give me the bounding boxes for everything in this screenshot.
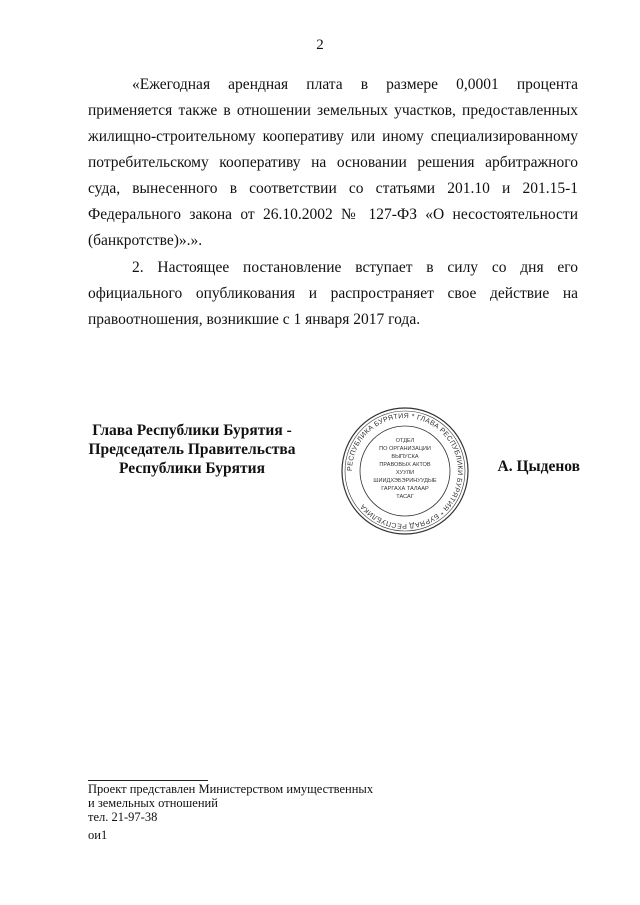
seal-center-text: ПО ОРГАНИЗАЦИИ <box>379 446 431 452</box>
seal-center-text: ВЫПУСКА <box>391 454 419 460</box>
footnote-divider <box>88 780 208 781</box>
signer-title-line: Председатель Правительства <box>88 441 296 458</box>
seal-center-text: ХУУЛИ <box>395 470 415 476</box>
seal-center-text: ТАСАГ <box>396 494 414 500</box>
document-code: ои1 <box>88 828 108 842</box>
footnote-line: тел. 21-97-38 <box>88 810 158 824</box>
effective-date-paragraph: 2. Настоящее постановление вступает в силу со дня его официального опубликования и распространяет свое действие на правоотношения, возникшие с 1 января 2017 года. <box>88 259 578 328</box>
footnote-line: Проект представлен Министерством имущественных <box>88 782 374 796</box>
seal-center-text: ШИИДХЭБЭРИНУУДЫЕ <box>373 478 437 484</box>
signer-title-line: Республики Бурятия <box>119 460 265 477</box>
seal-center-text: ОТДЕЛ <box>395 438 415 444</box>
page-number: 2 <box>316 37 324 53</box>
footnote-line: и земельных отношений <box>88 796 218 810</box>
official-seal <box>340 406 470 536</box>
signer-name: А. Цыденов <box>497 458 580 475</box>
signer-title <box>88 421 296 478</box>
seal-center-text: ПРАВОВЫХ АКТОВ <box>379 462 431 468</box>
signer-title-line: Глава Республики Бурятия - <box>92 422 292 439</box>
footnote <box>88 782 373 824</box>
seal-ring-text: РЕСПУБЛИКА БУРЯТИЯ * ГЛАВА РЕСПУБЛИКИ БУРЯТИЯ * БУРЯАД РЕСПУБЛИКА <box>346 412 464 530</box>
seal-center-text: ГАРГАХА ТАЛААР <box>381 486 429 492</box>
amendment-paragraph: «Ежегодная арендная плата в размере 0,0001 процента применяется также в отношении земельных участков, предоставленных жилищно-строительному кооперативу или иному специализированному потребительскому кооперативу на основании решения арбитражного суда, вынесенного в соответствии со статьями 201.10 и 201.15-1 Федерального закона от 26.10.2002 № 127-ФЗ «О несостоятельности (банкротстве)».». <box>88 76 578 249</box>
